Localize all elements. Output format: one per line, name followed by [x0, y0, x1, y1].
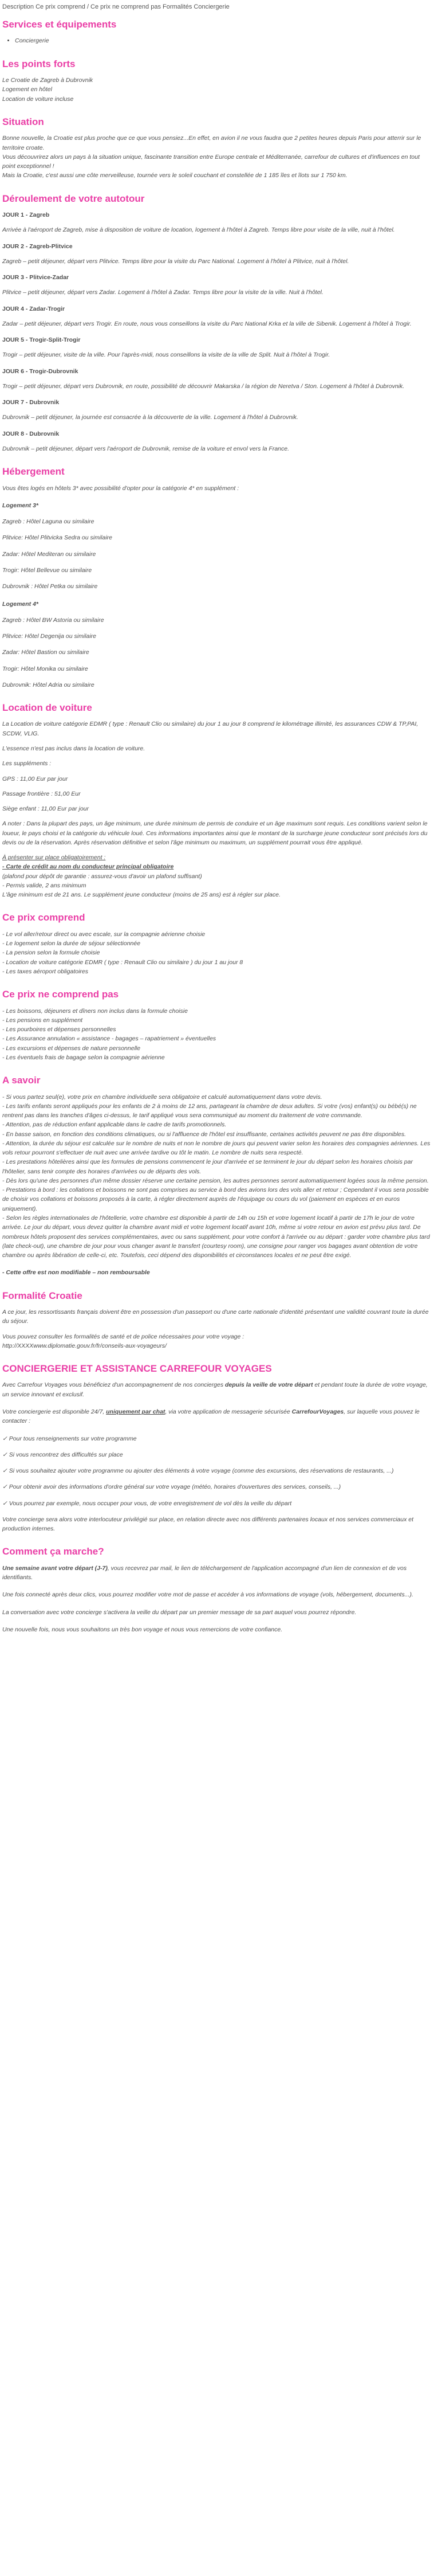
paragraph: Vous découvrirez alors un pays à la situation unique, fascinante transition entre Europe centrale et Méditerranée, carrefour de cultures et d'influences en tout point exceptionnel ! — [2, 153, 420, 170]
list-item: Logement en hôtel — [2, 86, 52, 93]
hotel-item: Zagreb : Hôtel Laguna ou similaire — [2, 518, 94, 526]
list-item: ✓ Si vous rencontrez des difficultés sur place — [2, 1451, 123, 1458]
paragraph: La conversation avec votre concierge s'activera la veille du départ par un premier message de sa part auquel vous pourrez répondre. — [2, 1608, 357, 1616]
paragraph: GPS : 11,00 Eur par jour — [2, 775, 68, 782]
day-block — [2, 367, 432, 392]
paragraph: L'âge minimum est de 21 ans. Le supplément jeune conducteur (moins de 25 ans) est à régler sur place. — [2, 891, 281, 899]
day-description: Arrivée à l'aéroport de Zagreb, mise à disposition de voiture de location, logement à l'hôtel à Zagreb. Temps libre pour visite de la ville, nuit à l'hôtel. — [2, 226, 395, 234]
hotel-item: Dubrovnik: Hôtel Adria ou similaire — [2, 681, 94, 688]
text-span: , vous recevrez par mail, le lien de téléchargement de l'application accompagné d'un lien de connexion et de vos identifiants. — [2, 1564, 407, 1581]
list-item: - Les pourboires et dépenses personnelles — [2, 1026, 116, 1033]
list-item: ✓ Si vous souhaitez ajouter votre programme ou ajouter des éléments à votre voyage (comme des excursions, des réservations de restaurants, ...) — [2, 1467, 394, 1475]
day-block — [2, 429, 432, 454]
hotel-item: Trogir: Hôtel Monika ou similaire — [2, 665, 88, 672]
day-description: Zagreb – petit déjeuner, départ vers Plitvice. Temps libre pour la visite du Parc National. Logement à l'hôtel à Plitvice, nuit à l'hôtel. — [2, 257, 349, 265]
day-title: JOUR 1 - Zagreb — [2, 212, 50, 218]
day-block — [2, 398, 432, 422]
text-span: Votre conciergerie est disponible 24/7, — [2, 1408, 106, 1415]
list-item: ✓ Pour obtenir avoir des informations d'ordre général sur votre voyage (météo, horaires d'ouvertures des services, conseils, ...) — [2, 1483, 341, 1491]
list-item: - Les boissons, déjeuners et dîners non inclus dans la formule choisie — [2, 1007, 188, 1015]
hotel-item: Plitvice: Hôtel Degenija ou similaire — [2, 633, 96, 640]
paragraph: A ce jour, les ressortissants français doivent être en possession d'un passeport ou d'une carte nationale d'identité présentant une validité couvrant toute la durée du séjour. — [2, 1309, 429, 1325]
day-description: Zadar – petit déjeuner, départ vers Trogir. En route, nous vous conseillons la visite du Parc National Krka et la ville de Sibenik. Logement à l'hôtel à Trogir. — [2, 320, 412, 327]
hebergement-intro: Vous êtes logés en hôtels 3* avec possibilité d'opter pour la catégorie 4* en supplément : — [2, 484, 239, 492]
services-title: Services et équipements — [2, 19, 117, 30]
paragraph: - Carte de crédit au nom du conducteur principal obligatoire — [2, 863, 174, 871]
paragraph: L'essence n'est pas inclus dans la location de voiture. — [2, 745, 145, 753]
services-list — [15, 36, 432, 45]
paragraph: A noter : Dans la plupart des pays, un âge minimum, une durée minimum de permis de conduire et un âge maximum sont requis. Les conditions varient selon le loueur, le pays choisi et la catégorie du véhicule loué. Ces informations importantes ainsi que le montant de la surcharge jeune conducteur sont précisés lors du devis ou de la réservation. Après réservation définitive et selon l'âge minimum ou maximum, un supplément pourrait vous être appliqué. — [2, 820, 428, 846]
points-forts-title: Les points forts — [2, 58, 76, 69]
day-title: JOUR 2 - Zagreb-Plitvice — [2, 242, 73, 250]
paragraph: À présenter sur place obligatoirement : — [2, 854, 106, 862]
itinerary — [2, 210, 432, 453]
list-item: - Si vous partez seul(e), votre prix en chambre individuelle sera obligatoire et calculé automatiquement dans votre devis. — [2, 1093, 322, 1101]
text-span: Une semaine avant votre départ (J-7) — [2, 1564, 108, 1572]
tab-bar[interactable]: Description Ce prix comprend / Ce prix ne comprend pas Formalités Conciergerie — [2, 3, 230, 10]
comprend-title: Ce prix comprend — [2, 912, 85, 923]
list-item: - Les tarifs enfants seront appliqués pour les enfants de 2 à moins de 12 ans, partageant la chambre de deux adultes. Si votre (vos) enfant(s) ou bébé(s) ne rentrent pas dans les tranches d'âges ci-dessus, le tarif appliqué vous sera communiqué au moment du traitement de votre commande. — [2, 1102, 417, 1119]
day-title: JOUR 5 - Trogir-Split-Trogir — [2, 336, 81, 344]
situation-text — [2, 134, 432, 180]
hotel-item: Zagreb : Hôtel BW Astoria ou similaire — [2, 616, 104, 624]
paragraph: Passage frontière : 51,00 Eur — [2, 790, 81, 797]
day-description: Trogir – petit déjeuner, départ vers Dubrovnik, en route, possibilité de découvrir Makarska / la région de Neretva / Ston. Logement à l'hôtel à Dubrovnik. — [2, 382, 405, 390]
day-description: Plitvice – petit déjeuner, départ vers Zadar. Logement à l'hôtel à Zadar. Temps libre pour la visite de la ville. Nuit à l'hôtel. — [2, 289, 323, 296]
location-title: Location de voiture — [2, 702, 92, 714]
hotel-category-3: Logement 3* — [2, 502, 39, 509]
list-item: ✓ Pour tous renseignements sur votre programme — [2, 1435, 137, 1442]
text-span: CarrefourVoyages — [291, 1408, 344, 1415]
list-item: - Le logement selon la durée de séjour sélectionnée — [2, 940, 141, 948]
paragraph: - Permis valide, 2 ans minimum — [2, 882, 86, 889]
hotel-item: Zadar: Hôtel Mediteran ou similaire — [2, 550, 96, 558]
paragraph: Mais la Croatie, c'est aussi une côte merveilleuse, tournée vers le soleil couchant et constellée de 1 185 îles et îlots sur 1 750 km. — [2, 172, 348, 179]
day-block — [2, 304, 432, 329]
ne-comprend-title: Ce prix ne comprend pas — [2, 989, 119, 1000]
text-span: Avec Carrefour Voyages vous bénéficiez d'un accompagnement de nos concierges — [2, 1381, 225, 1389]
day-description: Dubrovnik – petit déjeuner, départ vers l'aéroport de Dubrovnik, remise de la voiture et envol vers la France. — [2, 445, 290, 452]
list-item: - Les prestations hôtelières ainsi que les formules de pensions commencent le jour d'arrivée et se terminent le jour du départ selon les horaires choisis par l'hôtelier, sans tenir compte des horaires d'arrivées ou de départs des vols. — [2, 1158, 413, 1175]
hotel-item: Trogir: Hôtel Bellevue ou similaire — [2, 566, 92, 574]
hotel-item: Dubrovnik : Hôtel Petka ou similaire — [2, 583, 98, 590]
paragraph: Siège enfant : 11,00 Eur par jour — [2, 805, 89, 813]
non-refundable-note: - Cette offre est non modifiable – non remboursable — [2, 1269, 150, 1277]
day-block — [2, 273, 432, 297]
paragraph: Bonne nouvelle, la Croatie est plus proche que ce que vous pensiez...En effet, en avion il ne vous faudra que 2 petites heures depuis Paris pour atterrir sur le territoire croate. — [2, 135, 421, 151]
list-item: - Les pensions en supplément — [2, 1016, 83, 1024]
situation-title: Situation — [2, 116, 44, 127]
list-item: - Les éventuels frais de bagage selon la compagnie aérienne — [2, 1054, 165, 1061]
conciergerie-title: CONCIERGERIE ET ASSISTANCE CARREFOUR VOYAGES — [2, 1363, 272, 1375]
day-title: JOUR 7 - Dubrovnik — [2, 399, 60, 406]
paragraph: Votre concierge sera alors votre interlocuteur privilégié sur place, en relation directe avec nos différents partenaires locaux et nos services commerciaux et production internes. — [2, 1516, 414, 1533]
text-span: , sur laquelle vous pouvez le contacter : — [2, 1408, 420, 1425]
list-item: - Prestations à bord : les collations et boissons ne sont pas comprises au service à bord des avions lors des vols aller et retour ; Cependant il vous sera possible de choisir vos collations et boissons proposés à la carte, à régler directement auprès de l'équipage ou cours du vol (paiement en espèces et en euros uniquement). — [2, 1187, 429, 1212]
comment-title: Comment ça marche? — [2, 1546, 104, 1557]
text-span: depuis la veille de votre départ — [224, 1381, 313, 1389]
paragraph — [2, 1380, 432, 1399]
diplomatie-link[interactable]: http://XXXXwww.diplomatie.gouv.fr/fr/conseils-aux-voyageurs/ — [2, 1342, 167, 1349]
list-item: - Attention, pas de réduction enfant applicable dans le cadre de tarifs promotionnels. — [2, 1121, 227, 1129]
day-block — [2, 242, 432, 267]
list-item: Location de voiture incluse — [2, 95, 74, 103]
list-item: - Attention, la durée du séjour est calculée sur le nombre de nuits et non le nombre de jours qui peuvent varier selon les horaires des compagnies aériennes. Les vols retour pourront s'effectuer de nuit avec une arrivée tardive ou tôt le matin. Le nombre de nuits sera respecté. — [2, 1140, 431, 1157]
list-item: - Selon les règles internationales de l'hôtellerie, votre chambre est disponible à partir de 14h ou 15h et votre logement locatif à partir de 17h le jour de votre arrivée. Le jour du départ, vous devez quitter la chambre avant midi et votre logement locatif avant 10h, même si votre retour en avion est prévu plus tard. De nombreux hôtels proposent des services complémentaires, avec ou sans supplément, pour votre confort à l'arrivée ou au départ : garder votre chambre plus tard (late check-out), une chambre de jour pour vous changer avant le transfert (courtesy room), une consigne pour ranger vos bagages avant obtention de votre chambre ou après libération de celle-ci, etc. Toutefois, ceci dépend des disponibilités et circonstances locales et ne peut être exigé. — [2, 1215, 430, 1259]
list-item: - En basse saison, en fonction des conditions climatiques, ou si l'affluence de l'hôtel est insuffisante, certaines activités peuvent ne pas être disponibles. — [2, 1130, 407, 1138]
a-savoir-title: A savoir — [2, 1075, 41, 1086]
list-item: • Conciergerie — [15, 36, 432, 45]
list-item: Le Croatie de Zagreb à Dubrovnik — [2, 77, 93, 84]
day-title: JOUR 8 - Dubrovnik — [2, 430, 60, 437]
hotel-item: Zadar: Hôtel Bastion ou similaire — [2, 649, 89, 656]
formalite-title: Formalité Croatie — [2, 1290, 82, 1301]
paragraph: Une fois connecté après deux clics, vous pourrez modifier votre mot de passe et accéder à vos informations de voyage (vols, hébergement, documents...). — [2, 1591, 413, 1599]
paragraph: (plafond pour dépôt de garantie : assurez-vous d'avoir un plafond suffisant) — [2, 872, 202, 880]
day-description: Dubrovnik – petit déjeuner, la journée est consacrée à la découverte de la ville. Logement à l'hôtel à Dubrovnik. — [2, 414, 298, 421]
paragraph — [2, 1564, 432, 1583]
day-block — [2, 335, 432, 360]
points-forts-list — [2, 76, 432, 104]
day-title: JOUR 3 - Plitvice-Zadar — [2, 274, 69, 281]
a-savoir-list — [2, 1093, 432, 1278]
text-span: uniquement par chat — [106, 1408, 165, 1415]
ne-comprend-list — [2, 1007, 432, 1063]
day-title: JOUR 4 - Zadar-Trogir — [2, 305, 65, 312]
text-span: et pendant toute la durée de votre voyage, un service innovant et exclusif. — [2, 1381, 428, 1398]
paragraph: Vous pouvez consulter les formalités de santé et de police nécessaires pour votre voyage : — [2, 1333, 244, 1340]
comprend-list — [2, 930, 432, 976]
hotel-category-4: Logement 4* — [2, 600, 39, 608]
deroulement-title: Déroulement de votre autotour — [2, 193, 145, 204]
day-title: JOUR 6 - Trogir-Dubrovnik — [2, 367, 78, 375]
list-item: - Les Assurance annulation « assistance - bagages – rapatriement » éventuelles — [2, 1035, 216, 1043]
list-item: - Le vol aller/retour direct ou avec escale, sur la compagnie aérienne choisie — [2, 930, 206, 938]
hebergement-title: Hébergement — [2, 466, 65, 477]
list-item: - Location de voiture catégorie EDMR ( type : Renault Clio ou similaire ) du jour 1 au jour 8 — [2, 958, 243, 966]
list-item: - Les excursions et dépenses de nature personnelle — [2, 1044, 141, 1052]
hotel-item: Plitvice: Hôtel Plitvicka Sedra ou similaire — [2, 534, 112, 542]
paragraph: Une nouvelle fois, nous vous souhaitons un très bon voyage et nous vous remercions de votre confiance. — [2, 1626, 283, 1633]
paragraph — [2, 1407, 432, 1426]
day-block — [2, 210, 432, 235]
list-item: - La pension selon la formule choisie — [2, 949, 100, 957]
location-requirements — [2, 853, 432, 899]
paragraph: La Location de voiture catégorie EDMR ( type : Renault Clio ou similaire) du jour 1 au jour 8 comprend le kilométrage illimité, les assurances CDW & TP,PAI, SCDW, VLIG. — [2, 721, 419, 737]
text-span: , via votre application de messagerie sécurisée — [165, 1408, 292, 1415]
paragraph: Les suppléments : — [2, 760, 52, 768]
list-item: - Dès lors qu'une des personnes d'un même dossier réserve une certaine pension, les autres personnes seront automatiquement logées sous la même pension. — [2, 1177, 429, 1184]
list-item: - Les taxes aéroport obligatoires — [2, 968, 88, 975]
day-description: Trogir – petit déjeuner, visite de la ville. Pour l'après-midi, nous conseillons la visite de la ville de Split. Nuit à l'hôtel à Trogir. — [2, 351, 330, 359]
list-item: ✓ Vous pourrez par exemple, nous occuper pour vous, de votre enregistrement de vol dès la veille du départ — [2, 1500, 292, 1507]
